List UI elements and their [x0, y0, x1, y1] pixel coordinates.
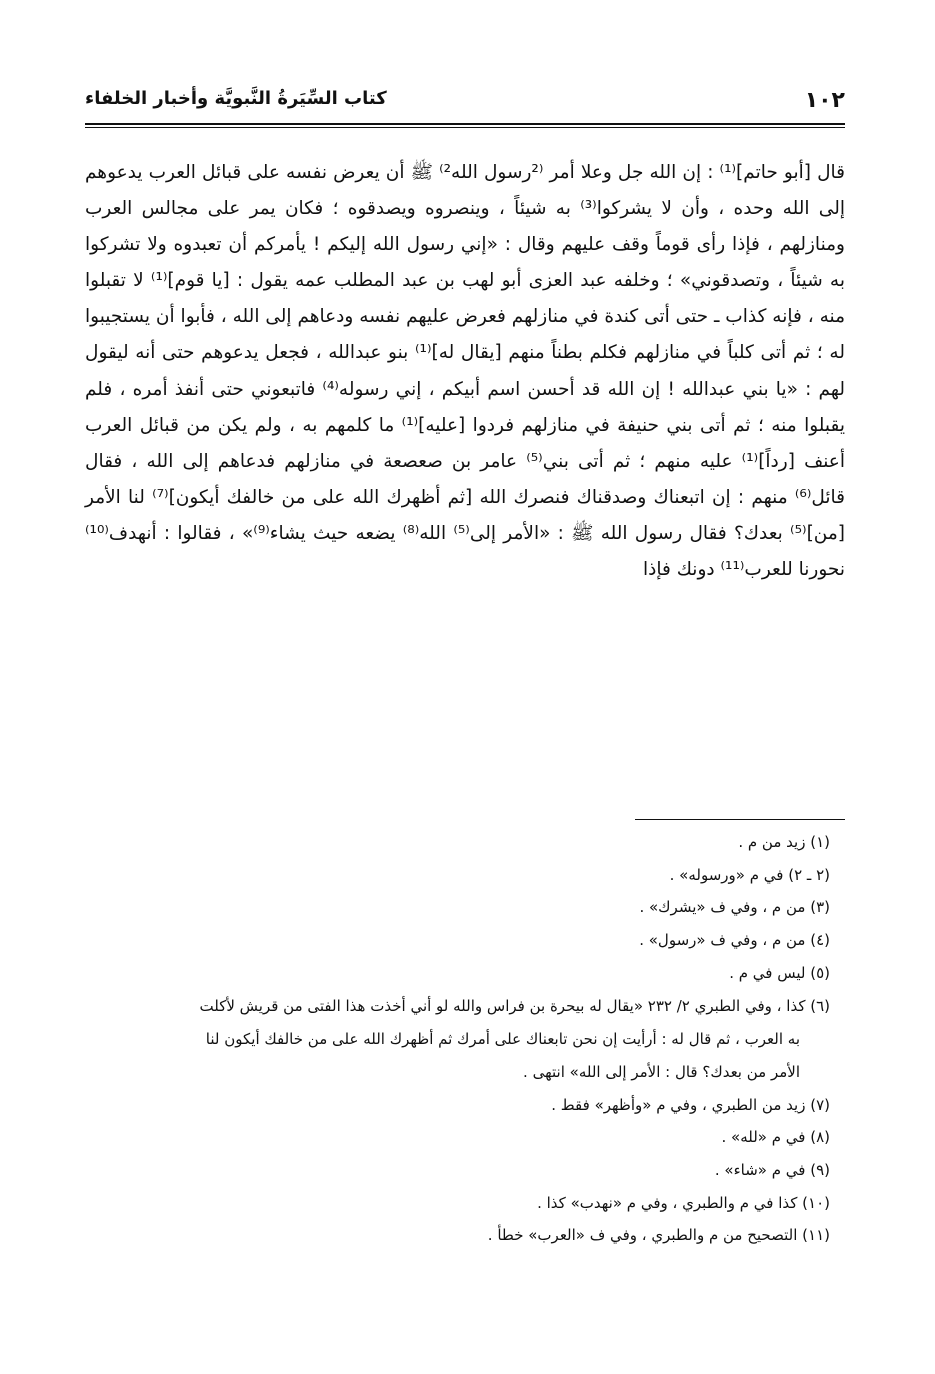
page-number: ١٠٢: [804, 88, 845, 113]
footnote-6-continued: به العرب ، ثم قال له : أرأيت إن نحن تابعناك على أمرك ثم أظهرك الله على من خالفك أيكون لنا: [205, 1029, 800, 1048]
running-title: كتاب السِّيَرةُ النَّبويَّة وأخبار الخلفاء: [85, 88, 387, 109]
footnote-1: (١) زيد من م .: [738, 833, 830, 851]
footnote-11: (١١) التصحيح من م والطبري ، وفي ف «العرب» خطأ .: [487, 1226, 830, 1245]
footnote-6-end: الأمر من بعدك؟ قال : الأمر إلى الله» انتهى .: [523, 1062, 800, 1081]
footnote-3: (٣) من م ، وفي ف «يشرك» .: [639, 898, 830, 917]
footnote-rule: [635, 819, 845, 820]
footnote-9: (٩) في م «شاء» .: [714, 1160, 830, 1179]
footnote-2: (٢ ـ ٢) في م «ورسوله» .: [669, 865, 830, 884]
footnote-6: (٦) كذا ، وفي الطبري ٢/ ٢٣٢ «يقال له بيحرة بن فراس والله لو أني أخذت هذا الفتى من قريش لأكلت: [199, 996, 830, 1015]
footnote-5: (٥) ليس في م .: [729, 963, 830, 982]
footnote-4: (٤) من م ، وفي ف «رسول» .: [639, 931, 830, 950]
footnotes: [85, 826, 830, 1252]
page-header: [85, 80, 845, 120]
footnote-10: (١٠) كذا في م والطبري ، وفي م «نهدب» كذا .: [537, 1193, 830, 1212]
footnote-7: (٧) زيد من الطبري ، وفي م «وأظهر» فقط .: [551, 1095, 830, 1114]
header-rule: [85, 123, 845, 128]
footnote-8: (٨) في م «لله» .: [721, 1128, 830, 1147]
main-text: [85, 155, 845, 588]
body-paragraph: قال [أبو حاتم]⁽¹⁾ : إن الله جل وعلا أمر ⁽²رسول الله²⁾ ﷺ أن يعرض نفسه على قبائل العرب يدعوهم إلى الله وحده ، وأن لا يشركوا⁽³⁾ به شيئاً ، وينصروه ويصدقوه ؛ فكان يمر على مجالس العرب ومنازلهم ، فإذا رأى قوماً وقف عليهم وقال : «إني رسول الله إليكم ! يأمركم أن تعبدوه ولا تشركوا به شيئاً ، وتصدقوني» ؛ وخلفه عبد العزى أبو لهب بن عبد المطلب عمه يقول : [يا قوم]⁽¹⁾ لا تقبلوا منه ، فإنه كذاب ـ حتى أتى كندة في منازلهم فعرض عليهم نفسه ودعاهم إلى الله ، فأبوا أن يستجيبوا له ؛ ثم أتى كلباً في منازلهم فكلم بطناً منهم [يقال له]⁽¹⁾ بنو عبدالله ، فجعل يدعوهم حتى أنه ليقول لهم : «يا بني عبدالله ! إن الله قد أحسن اسم أبيكم ، إني رسوله⁽⁴⁾ فاتبعوني حتى أنفذ أمره ، فلم يقبلوا منه ؛ ثم أتى بني حنيفة في منازلهم فردوا [عليه]⁽¹⁾ ما كلمهم به ، ولم يكن من قبائل العرب أعنف [رداً]⁽¹⁾ عليه منهم ؛ ثم أتى بني⁽⁵⁾ عامر بن صعصعة في منازلهم فدعاهم إلى الله ، فقال قائل⁽⁶⁾ منهم : إن اتبعناك وصدقناك فنصرك الله [ثم أظهرك الله على من خالفك أيكون]⁽⁷⁾ لنا الأمر [من]⁽⁵⁾ بعدك؟ فقال رسول الله ﷺ : «الأمر إلى⁽⁵⁾ الله⁽⁸⁾ يضعه حيث يشاء⁽⁹⁾» ، فقالوا : أنهدف⁽¹⁰⁾نحورنا للعرب⁽¹¹⁾ دونك فإذا: [85, 162, 846, 581]
